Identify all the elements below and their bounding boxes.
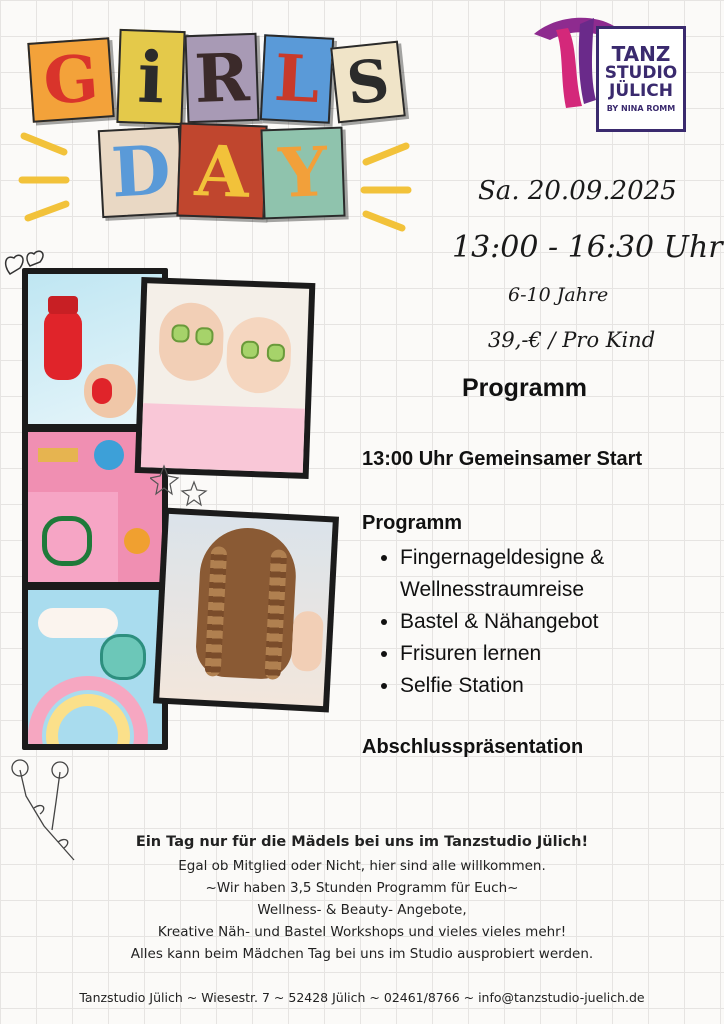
event-price: 39,-€ / Pro Kind xyxy=(488,328,656,352)
footer-contact: Tanzstudio Jülich ~ Wiesestr. 7 ~ 52428 Jülich ~ 02461/8766 ~ info@tanzstudio-juelich.de xyxy=(79,990,645,1005)
description-line: ~Wir haben 3,5 Stunden Programm für Euch~ xyxy=(205,880,519,896)
event-age: 6-10 Jahre xyxy=(508,284,609,306)
event-date: Sa. 20.09.2025 xyxy=(478,176,677,206)
program-item: • Frisuren lernen xyxy=(400,638,702,670)
program-list xyxy=(362,542,702,702)
title-letter: D xyxy=(98,126,184,218)
program-item: • Fingernageldesigne & Wellnesstraumreise xyxy=(400,542,702,606)
program-closing: Abschlusspräsentation xyxy=(362,736,584,758)
title-letter: i xyxy=(116,29,185,125)
description-line: Kreative Näh- und Bastel Workshops und vieles vieles mehr! xyxy=(157,924,567,940)
title-letter: A xyxy=(176,122,267,219)
program-heading: Programm xyxy=(462,374,588,402)
logo-line-3: JÜLICH xyxy=(609,81,673,102)
logo-text-box xyxy=(596,26,686,132)
description-line: Wellness- & Beauty- Angebote, xyxy=(257,902,467,918)
title-letter: Y xyxy=(260,127,345,220)
description-headline: Ein Tag nur für die Mädels bei uns im Tanzstudio Jülich! xyxy=(135,834,589,850)
logo-line-1: TANZ xyxy=(611,42,671,67)
title-letter: R xyxy=(184,33,259,123)
logo-line-2: STUDIO xyxy=(604,63,678,84)
title-letter: G xyxy=(27,37,114,123)
program-start: 13:00 Uhr Gemeinsamer Start xyxy=(362,448,643,470)
logo-line-4: BY NINA ROMM xyxy=(606,104,676,114)
title-letter: S xyxy=(330,41,406,124)
program-item: • Selfie Station xyxy=(400,670,702,702)
sleep-mask-photo xyxy=(28,590,162,744)
description-line: Alles kann beim Mädchen Tag bei uns im Studio ausprobiert werden. xyxy=(130,946,594,962)
cucumber-mask-photo xyxy=(135,277,316,479)
braid-hairstyle-photo xyxy=(153,508,339,713)
sparkle-rays-right-icon xyxy=(346,128,426,238)
title-letter: L xyxy=(260,34,334,124)
sparkle-rays-left-icon xyxy=(12,118,92,228)
event-time: 13:00 - 16:30 Uhr xyxy=(452,230,723,265)
program-item: • Bastel & Nähangebot xyxy=(400,606,702,638)
program-subheading: Programm xyxy=(362,512,463,534)
description-line: Egal ob Mitglied oder Nicht, hier sind alle willkommen. xyxy=(178,858,546,874)
